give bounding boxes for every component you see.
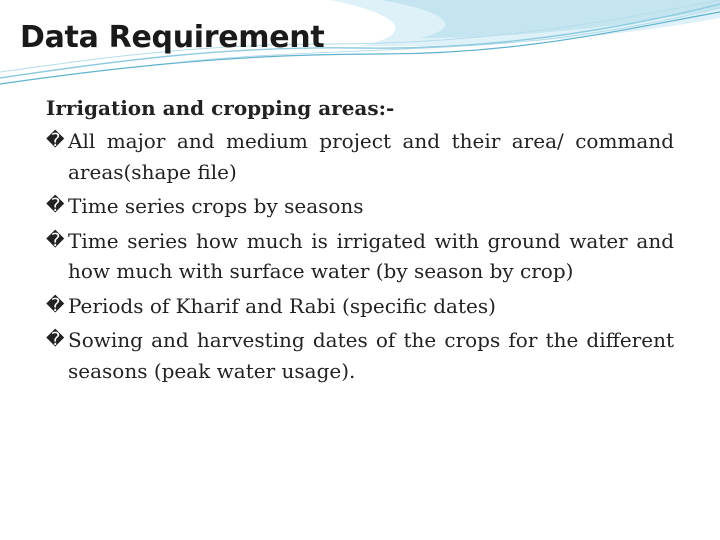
bullet-text: Time series crops by seasons (68, 194, 364, 218)
bullet-item (46, 226, 674, 287)
bullet-text: Time series how much is irrigated with ground water and how much with surface water (by season by crop) (68, 228, 674, 283)
bullet-marker-icon: � (46, 294, 65, 316)
section-heading: Irrigation and cropping areas:- (46, 96, 395, 120)
bullet-item (46, 291, 674, 322)
bullet-item (46, 191, 674, 222)
bullet-marker-icon: � (46, 195, 65, 216)
bullet-marker-icon: � (46, 229, 65, 251)
bullet-marker-icon: � (46, 130, 65, 151)
slide-body (46, 94, 674, 390)
bullet-item (46, 325, 674, 386)
bullet-marker-icon: � (46, 329, 65, 350)
bullet-list (46, 126, 674, 386)
slide-title: Data Requirement (20, 20, 325, 55)
bullet-text: Sowing and harvesting dates of the crops for the different seasons (peak water usage). (68, 328, 674, 383)
bullet-text: Periods of Kharif and Rabi (specific dates) (68, 293, 496, 318)
bullet-text: All major and medium project and their area/ command areas(shape file) (68, 129, 674, 184)
bullet-item (46, 126, 674, 187)
